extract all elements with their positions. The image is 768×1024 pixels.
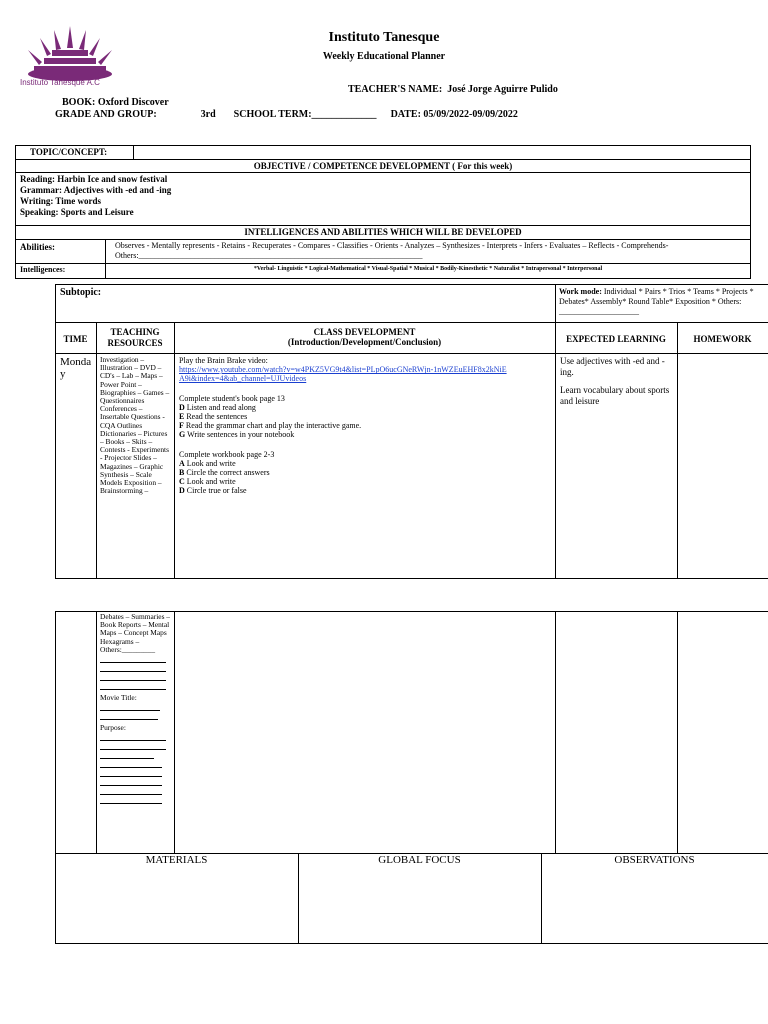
- term-label: SCHOOL TERM:_____________: [233, 109, 377, 120]
- objective-item: Speaking: Sports and Leisure: [20, 207, 134, 217]
- book-item: F Read the grammar chart and play the interactive game.: [179, 421, 362, 431]
- class-intro: Play the Brain Brake video:: [179, 356, 268, 365]
- video-link[interactable]: https://www.youtube.com/watch?v=w4PKZ5VG9t4&list=PLpO6ucGNeRWjn-1nWZEuEHF8x2kNiEA9i&index=4&ab_channel=UJUvideos: [179, 365, 507, 384]
- subtopic-label: Subtopic:: [60, 287, 102, 298]
- objective-item: Writing: Time words: [20, 196, 102, 206]
- objectives-list: [20, 174, 171, 218]
- date-label: DATE: 05/09/2022-09/09/2022: [390, 109, 518, 120]
- abilities-label: Abilities:: [20, 242, 55, 252]
- grade-line: [55, 109, 518, 120]
- logo-caption: Instituto Tanesque A.C: [20, 78, 100, 87]
- objective-item: Grammar: Adjectives with -ed and -ing: [20, 185, 172, 195]
- book-task: Complete student's book page 13: [179, 393, 285, 403]
- movie-title-label: Movie Title:: [100, 693, 137, 703]
- workbook-item: D Circle true or false: [179, 486, 247, 496]
- global-focus-heading: GLOBAL FOCUS: [378, 854, 461, 866]
- materials-heading: MATERIALS: [145, 854, 208, 866]
- intelligences-text: *Verbal- Linguistic * Logical-Mathematical * Visual-Spatial * Musical * Bodily-Kinesthetic * Naturalist * Intrapersonal * Interpersonal: [253, 266, 603, 272]
- institution-name: Instituto Tanesque: [328, 30, 440, 45]
- col-expected-learning: EXPECTED LEARNING: [566, 334, 666, 344]
- class-development-content: [179, 356, 551, 496]
- col-time: TIME: [63, 334, 88, 344]
- grade-value: 3rd: [200, 109, 216, 120]
- col-homework: HOMEWORK: [693, 334, 752, 344]
- workbook-item: A Look and write: [179, 458, 236, 468]
- teacher-name: José Jorge Aguirre Pulido: [447, 84, 558, 95]
- col-resources: TEACHING RESOURCES: [107, 327, 163, 348]
- resources-list: Investigation – Illustration – DVD – CD's – Lab – Maps – Power Point – Biographies – Games – Questionnaires Conferences – Insertable Questions - CQA Outlines Dictionaries – Pictures – Books – Skits – Contests - Experiments - Projector Slides – Magazines – Graphic Synthesis – Scale Models Exposition – Brainstorming –: [100, 356, 170, 496]
- class-dev-subtitle: (Introduction/Development/Conclusion): [287, 337, 442, 347]
- work-mode-text: Individual * Pairs * Trios * Teams * Projects * Debates* Assembly* Round Table* Exposition * Others: ____________________: [559, 287, 754, 316]
- objective-item: Reading: Harbin Ice and snow festival: [20, 174, 168, 184]
- topic-label: TOPIC/CONCEPT:: [30, 147, 108, 157]
- expected-learning: [560, 356, 672, 407]
- topic-field[interactable]: [134, 146, 750, 159]
- col-class-development: [174, 327, 555, 347]
- homework-cell[interactable]: [678, 354, 767, 578]
- objective-heading: OBJECTIVE / COMPETENCE DEVELOPMENT ( For this week): [253, 161, 513, 171]
- teacher-line: [348, 84, 558, 95]
- book-item: E Read the sentences: [179, 412, 248, 422]
- day-label: Monday: [60, 356, 92, 380]
- resources-continued: [100, 613, 172, 804]
- workbook-task: Complete workbook page 2-3: [179, 449, 275, 459]
- purpose-label: Purpose:: [100, 723, 126, 733]
- book-item: G Write sentences in your notebook: [179, 430, 295, 440]
- grade-label: GRADE AND GROUP:: [55, 109, 157, 120]
- book-label: BOOK: Oxford Discover: [62, 97, 169, 108]
- book-item: D Listen and read along: [179, 402, 256, 412]
- work-mode: [559, 287, 764, 317]
- expected-item: Use adjectives with -ed and -ing.: [560, 356, 665, 377]
- resources-cont-text: Debates – Summaries – Book Reports – Mental Maps – Concept Maps Hexagrams – Others:_________: [100, 612, 170, 654]
- work-mode-label: Work mode:: [559, 287, 602, 296]
- intelligences-label: Intelligences:: [20, 265, 66, 274]
- abilities-text: Observes - Mentally represents - Retains - Recuperates - Compares - Classifies - Orients - Analyzes – Synthesizes - Interprets - Infers - Evaluates – Reflects - Comprehends- Others:_______________________________________________________________________: [115, 241, 669, 260]
- intelligences-heading: INTELLIGENCES AND ABILITIES WHICH WILL BE DEVELOPED: [244, 227, 522, 237]
- class-dev-title: CLASS DEVELOPMENT: [313, 327, 416, 337]
- teacher-label: TEACHER'S NAME:: [348, 84, 443, 95]
- observations-heading: OBSERVATIONS: [614, 854, 695, 866]
- planner-title: Weekly Educational Planner: [322, 51, 446, 62]
- expected-item: Learn vocabulary about sports and leisure: [560, 385, 670, 406]
- workbook-item: B Circle the correct answers: [179, 468, 270, 478]
- workbook-item: C Look and write: [179, 477, 236, 487]
